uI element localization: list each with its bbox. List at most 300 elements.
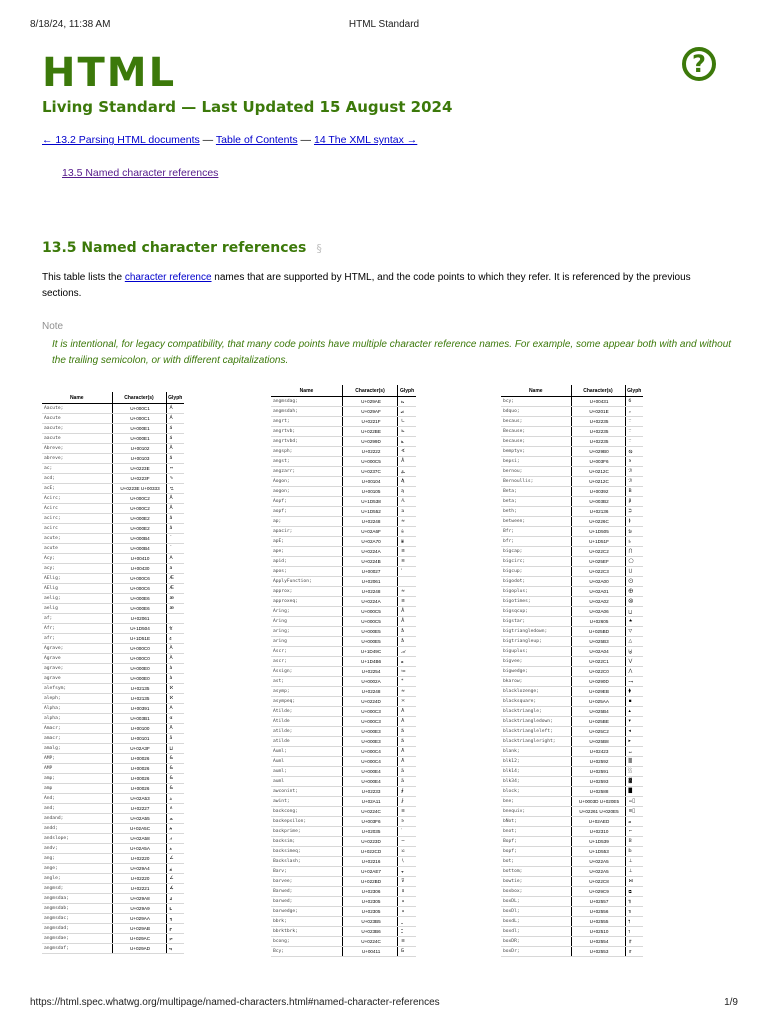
code-points: U+02235 — [571, 417, 625, 427]
table-row — [42, 404, 184, 414]
table-row — [271, 867, 416, 877]
code-points: U+02AED — [571, 817, 625, 827]
entity-name: blk12; — [501, 757, 571, 767]
glyph: ⋃ — [625, 567, 643, 577]
table-row — [42, 444, 184, 454]
entity-name: Aacute; — [42, 404, 112, 414]
column-header-name: Name — [42, 392, 112, 404]
entity-name: aring — [271, 637, 342, 647]
code-points: U+000E3 — [342, 737, 397, 747]
glyph: ā — [166, 734, 184, 744]
code-points: U+02554 — [571, 937, 625, 947]
entity-name: Atilde; — [271, 707, 342, 717]
entity-name: bigcap; — [501, 547, 571, 557]
table-row — [271, 757, 416, 767]
column-header-name: Name — [271, 385, 342, 397]
glyph: ⌅ — [398, 907, 416, 917]
glyph: ⨿ — [166, 744, 184, 754]
entity-name: bkarow; — [501, 677, 571, 687]
code-points: U+000C4 — [342, 747, 397, 757]
table-row — [501, 757, 643, 767]
code-points: U+000C3 — [342, 707, 397, 717]
code-points: U+1D505 — [571, 527, 625, 537]
entity-name: ang; — [42, 854, 112, 864]
glyph: Ä — [398, 747, 416, 757]
table-row — [271, 917, 416, 927]
code-points: U+003F6 — [342, 817, 397, 827]
code-points: U+02A3F — [112, 744, 166, 754]
glyph: Ã — [398, 717, 416, 727]
glyph: ≍ — [398, 697, 416, 707]
entity-name: boxDr; — [501, 947, 571, 957]
code-points: U+00026 — [112, 764, 166, 774]
entity-name: aopf; — [271, 507, 342, 517]
glyph: ▪ — [625, 697, 643, 707]
entity-name: bigtriangleup; — [501, 637, 571, 647]
glyph: ℵ — [166, 694, 184, 704]
character-reference-link[interactable]: character reference — [124, 272, 212, 283]
code-points: U+02248 — [342, 687, 397, 697]
glyph: ⦫ — [166, 924, 184, 934]
entity-name: approx; — [271, 587, 342, 597]
table-row — [501, 457, 643, 467]
glyph: ⩕ — [166, 814, 184, 824]
table-row — [42, 504, 184, 514]
code-points: U+00430 — [112, 564, 166, 574]
glyph: ⦯ — [398, 407, 416, 417]
entity-name: alefsym; — [42, 684, 112, 694]
table-row — [271, 897, 416, 907]
entity-name: andand; — [42, 814, 112, 824]
table-row — [271, 907, 416, 917]
toc-link[interactable]: Table of Contents — [215, 134, 298, 146]
glyph: ╔ — [625, 937, 643, 947]
entity-name: beta; — [501, 497, 571, 507]
column-header-glyph: Glyph — [625, 385, 643, 397]
code-points: U+0224C — [342, 807, 397, 817]
glyph: ℵ — [166, 684, 184, 694]
entity-name: Agrave — [42, 654, 112, 664]
code-points: U+02A55 — [112, 814, 166, 824]
table-row — [501, 617, 643, 627]
table-row — [271, 527, 416, 537]
table-row — [501, 937, 643, 947]
glyph: ⋁ — [625, 657, 643, 667]
entity-name: backepsilon; — [271, 817, 342, 827]
entity-name: AElig; — [42, 574, 112, 584]
code-points: U+0201E — [571, 407, 625, 417]
table-row — [271, 767, 416, 777]
code-points: U+0223E U+00333 — [112, 484, 166, 494]
glyph: ⩰ — [398, 537, 416, 547]
glyph: ▴ — [625, 707, 643, 717]
entity-name: asymp; — [271, 687, 342, 697]
glyph: ▽ — [625, 627, 643, 637]
glyph: „ — [625, 407, 643, 417]
print-footer — [30, 997, 738, 1011]
table-row — [42, 614, 184, 624]
table-row — [501, 857, 643, 867]
entity-name: bigsqcup; — [501, 607, 571, 617]
code-points: U+02061 — [112, 614, 166, 624]
glyph: ⎶ — [398, 927, 416, 937]
table-row — [271, 697, 416, 707]
entity-name: Aogon; — [271, 477, 342, 487]
code-points: U+029AF — [342, 407, 397, 417]
note-label: Note — [42, 321, 64, 332]
glyph: & — [166, 784, 184, 794]
table-row — [271, 707, 416, 717]
glyph: ▓ — [625, 777, 643, 787]
table-row — [42, 824, 184, 834]
code-points: U+023B6 — [342, 927, 397, 937]
glyph: ★ — [625, 617, 643, 627]
glyph: β — [625, 497, 643, 507]
table-row — [271, 657, 416, 667]
glyph: ∽ — [398, 837, 416, 847]
glyph: æ — [166, 604, 184, 614]
entity-name: agrave — [42, 674, 112, 684]
glyph: △ — [625, 637, 643, 647]
table-row — [271, 827, 416, 837]
table-row — [42, 534, 184, 544]
entity-name: bnequiv; — [501, 807, 571, 817]
table-row — [271, 467, 416, 477]
glyph: À — [166, 644, 184, 654]
table-row — [42, 524, 184, 534]
entity-name: bdquo; — [501, 407, 571, 417]
entity-name: blacktriangleleft; — [501, 727, 571, 737]
entity-name: barwedge; — [271, 907, 342, 917]
table-row — [271, 627, 416, 637]
entity-name: angsph; — [271, 447, 342, 457]
entity-name: Auml — [271, 757, 342, 767]
code-points: U+003F6 — [571, 457, 625, 467]
entity-name: becaus; — [501, 417, 571, 427]
glyph: ∿ — [166, 474, 184, 484]
code-points: U+000C2 — [112, 494, 166, 504]
table-row — [42, 514, 184, 524]
code-points: U+02A58 — [112, 834, 166, 844]
glyph: а — [166, 564, 184, 574]
code-points: U+022BE — [342, 427, 397, 437]
entity-name: angrtvbd; — [271, 437, 342, 447]
code-points: U+000C6 — [112, 584, 166, 594]
table-row — [271, 637, 416, 647]
code-points: U+02227 — [112, 804, 166, 814]
entity-name: aacute; — [42, 424, 112, 434]
code-points: U+0003D U+020E5 — [571, 797, 625, 807]
table-row — [271, 407, 416, 417]
entity-name: bnot; — [501, 827, 571, 837]
table-row — [42, 684, 184, 694]
table-row — [501, 657, 643, 667]
entity-name: bcy; — [501, 397, 571, 407]
entity-name: amp; — [42, 774, 112, 784]
code-points: U+0299D — [342, 437, 397, 447]
table-row — [501, 397, 643, 407]
table-row — [271, 497, 416, 507]
code-points: U+000C5 — [342, 457, 397, 467]
glyph: ⊽ — [398, 877, 416, 887]
table-row — [271, 537, 416, 547]
glyph: ◂ — [625, 727, 643, 737]
code-points: U+00100 — [112, 724, 166, 734]
entity-name: apacir; — [271, 527, 342, 537]
entity-name: angmsdaa; — [42, 894, 112, 904]
print-page-number: 1/9 — [724, 997, 738, 1008]
entity-name: Acy; — [42, 554, 112, 564]
entity-name: Barv; — [271, 867, 342, 877]
entity-name: bepsi; — [501, 457, 571, 467]
entity-name: AElig — [42, 584, 112, 594]
glyph: ⩓ — [166, 794, 184, 804]
entity-name: angzarr; — [271, 467, 342, 477]
code-points: U+02220 — [112, 874, 166, 884]
table-row — [42, 764, 184, 774]
glyph: ≈ — [398, 587, 416, 597]
table-row — [501, 717, 643, 727]
code-points: U+02510 — [571, 927, 625, 937]
table-row — [271, 617, 416, 627]
glyph: ⦭ — [166, 944, 184, 954]
table-row — [42, 644, 184, 654]
code-points: U+025B4 — [571, 707, 625, 717]
code-points: U+02135 — [112, 684, 166, 694]
entity-name: bne; — [501, 797, 571, 807]
code-points: U+000E4 — [342, 767, 397, 777]
entity-name: bbrk; — [271, 917, 342, 927]
glyph: ┐ — [625, 927, 643, 937]
entity-name: andslope; — [42, 834, 112, 844]
table-row — [42, 884, 184, 894]
entity-name: bbrktbrk; — [271, 927, 342, 937]
code-points: U+02592 — [571, 757, 625, 767]
entity-name: Because; — [501, 427, 571, 437]
glyph: 𝔄 — [166, 624, 184, 634]
table-row — [271, 477, 416, 487]
entity-name: bigodot; — [501, 577, 571, 587]
glyph: α — [166, 714, 184, 724]
code-points: U+1D539 — [571, 837, 625, 847]
table-row — [42, 864, 184, 874]
code-points: U+025BE — [571, 717, 625, 727]
code-points: U+02A5C — [112, 824, 166, 834]
glyph: Â — [166, 504, 184, 514]
code-points: U+025AA — [571, 697, 625, 707]
entity-name: angmsdab; — [42, 904, 112, 914]
code-points: U+02220 — [112, 854, 166, 864]
table-row — [501, 407, 643, 417]
glyph: Ā — [166, 724, 184, 734]
entity-name: ascr; — [271, 657, 342, 667]
code-points: U+1D538 — [342, 497, 397, 507]
glyph: ⦝ — [398, 437, 416, 447]
glyph: ⋀ — [625, 667, 643, 677]
entity-name: bigtriangledown; — [501, 627, 571, 637]
code-points: U+02254 — [342, 667, 397, 677]
entity-name: ange; — [42, 864, 112, 874]
glyph: ≬ — [625, 517, 643, 527]
entity-name: af; — [42, 614, 112, 624]
code-points: U+000E0 — [112, 674, 166, 684]
section-anchor-link[interactable]: § — [316, 242, 322, 255]
glyph: ´ — [166, 534, 184, 544]
glyph: ⨑ — [398, 797, 416, 807]
code-points: U+000E5 — [342, 627, 397, 637]
code-points: U+000B4 — [112, 534, 166, 544]
glyph: ░ — [625, 767, 643, 777]
table-row — [42, 674, 184, 684]
table-row — [42, 584, 184, 594]
glyph: 𝒶 — [398, 657, 416, 667]
code-points: U+02235 — [571, 437, 625, 447]
entity-name: angrt; — [271, 417, 342, 427]
glyph: ⦨ — [166, 894, 184, 904]
glyph: ⌅ — [398, 897, 416, 907]
code-points: U+000C5 — [342, 617, 397, 627]
table-row — [271, 507, 416, 517]
table-row — [42, 784, 184, 794]
table-row — [271, 577, 416, 587]
table-row — [501, 927, 643, 937]
entity-name: Auml; — [271, 747, 342, 757]
glyph: 𝔸 — [398, 497, 416, 507]
print-datetime: 8/18/24, 11:38 AM — [30, 19, 111, 30]
glyph: ∠ — [166, 854, 184, 864]
table-row — [42, 944, 184, 954]
code-points: U+022A5 — [571, 857, 625, 867]
code-points: U+000C6 — [112, 574, 166, 584]
prev-section-link[interactable]: ← 13.2 Parsing HTML documents — [42, 134, 200, 146]
code-points: U+0224C — [342, 937, 397, 947]
column-header-glyph: Glyph — [166, 392, 184, 404]
code-points: U+02556 — [571, 907, 625, 917]
entity-name: alpha; — [42, 714, 112, 724]
entity-name: auml; — [271, 767, 342, 777]
table-row — [501, 797, 643, 807]
table-row — [501, 697, 643, 707]
glyph: ≊ — [398, 547, 416, 557]
table-row — [271, 747, 416, 757]
table-row — [271, 607, 416, 617]
entity-name: apid; — [271, 557, 342, 567]
table-row — [501, 477, 643, 487]
code-points: U+02A70 — [342, 537, 397, 547]
glyph: ⍼ — [398, 467, 416, 477]
char-ref-table-1 — [42, 392, 184, 954]
glyph: 𝔹 — [625, 837, 643, 847]
code-points: U+00104 — [342, 477, 397, 487]
code-points: U+02557 — [571, 897, 625, 907]
glyph: Æ — [166, 584, 184, 594]
glyph: ∡ — [166, 884, 184, 894]
entity-name: angmsdah; — [271, 407, 342, 417]
glyph: ∧ — [166, 804, 184, 814]
nav-separator: — — [199, 134, 216, 146]
code-points: U+022C2 — [571, 547, 625, 557]
table-row — [42, 904, 184, 914]
code-points: U+025BD — [571, 627, 625, 637]
entity-name: acE; — [42, 484, 112, 494]
code-points: U+000E4 — [342, 777, 397, 787]
entity-name: auml — [271, 777, 342, 787]
entity-name: boxbox; — [501, 887, 571, 897]
next-section-link[interactable]: 14 The XML syntax → — [313, 134, 418, 146]
table-row — [42, 844, 184, 854]
glyph: & — [166, 764, 184, 774]
code-points: U+02A06 — [571, 607, 625, 617]
entity-name: boxDR; — [501, 937, 571, 947]
glyph: ⨄ — [625, 647, 643, 657]
html-logo[interactable]: HTML — [42, 50, 177, 96]
toc-entry-named-char-refs[interactable]: 13.5 Named character references — [62, 167, 219, 179]
code-points: U+00026 — [112, 774, 166, 784]
glyph: á — [166, 434, 184, 444]
code-points: U+023B5 — [342, 917, 397, 927]
table-row — [271, 597, 416, 607]
entity-name: angrtvb; — [271, 427, 342, 437]
glyph: Ã — [398, 707, 416, 717]
glyph: ´ — [166, 544, 184, 554]
table-row — [501, 577, 643, 587]
table-row — [501, 707, 643, 717]
code-points: U+000C4 — [342, 757, 397, 767]
code-points: U+000E3 — [342, 727, 397, 737]
glyph: Â — [166, 494, 184, 504]
glyph: ∾̳ — [166, 484, 184, 494]
entity-name: Bernoullis; — [501, 477, 571, 487]
entity-name: because; — [501, 437, 571, 447]
char-ref-table-3 — [501, 385, 643, 957]
code-points: U+02A04 — [571, 647, 625, 657]
glyph: ' — [398, 567, 416, 577]
table-row — [42, 664, 184, 674]
intro-text-before: This table lists the — [42, 272, 125, 283]
code-points: U+000C1 — [112, 404, 166, 414]
code-points: U+02305 — [342, 897, 397, 907]
entity-name: aleph; — [42, 694, 112, 704]
code-points: U+00105 — [342, 487, 397, 497]
table-row — [501, 917, 643, 927]
glyph: ∾ — [166, 464, 184, 474]
entity-name: amp — [42, 784, 112, 794]
code-points: U+1D49C — [342, 647, 397, 657]
code-points: U+02A11 — [342, 797, 397, 807]
table-row — [271, 427, 416, 437]
entity-name: bigotimes; — [501, 597, 571, 607]
glyph: ≈ — [398, 517, 416, 527]
glyph: ⫧ — [398, 867, 416, 877]
glyph: ⧉ — [625, 887, 643, 897]
help-icon[interactable]: ? — [682, 47, 716, 81]
code-points: U+0223E — [112, 464, 166, 474]
table-row — [42, 724, 184, 734]
table-row — [501, 867, 643, 877]
entity-name: acirc; — [42, 514, 112, 524]
entity-name: bopf; — [501, 847, 571, 857]
code-points: U+0237C — [342, 467, 397, 477]
entity-name: ApplyFunction; — [271, 577, 342, 587]
table-row — [271, 667, 416, 677]
entity-name: blank; — [501, 747, 571, 757]
table-row — [271, 847, 416, 857]
glyph: ≔ — [398, 667, 416, 677]
glyph: ã — [398, 737, 416, 747]
entity-name: blk14; — [501, 767, 571, 777]
code-points: U+02061 — [342, 577, 397, 587]
entity-name: bfr; — [501, 537, 571, 547]
